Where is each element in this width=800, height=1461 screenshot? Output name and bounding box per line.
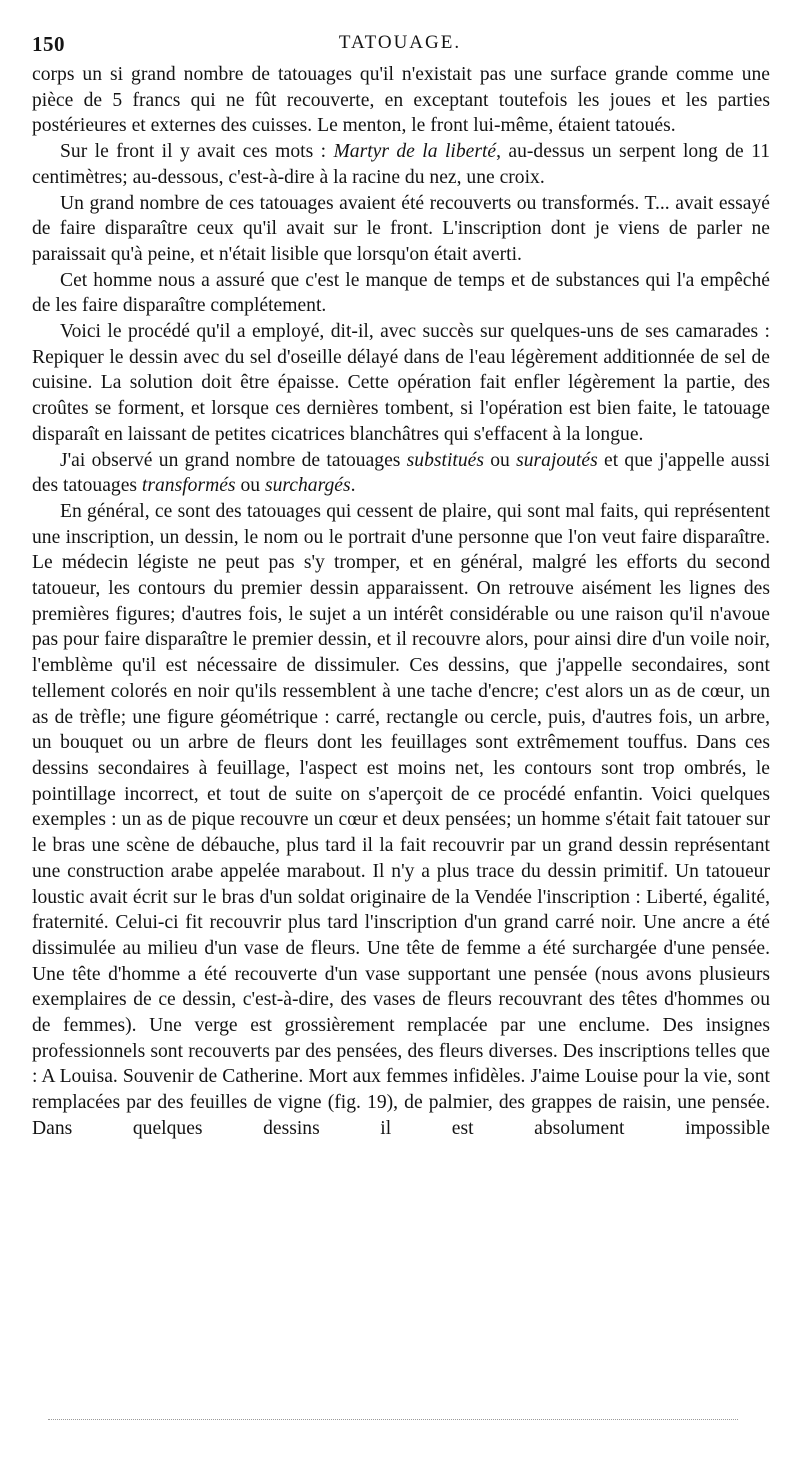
text-run: ou (235, 475, 265, 497)
paragraph (32, 139, 770, 190)
text-run: et que j'appelle aussi des tatouages (32, 449, 770, 497)
text-run: . (350, 475, 356, 497)
footer-rule (48, 1419, 738, 1420)
text-run: corps un si grand nombre de tatouages qu'il n'existait pas une surface grande comme une pièce de 5 francs qui ne fût recouverte, en exceptant toutefois les joues et les parties postérieures et externes des cuisses. Le menton, le front lui-même, étaient tatoués. (32, 64, 770, 137)
body-text (32, 62, 770, 1142)
paragraph (32, 191, 770, 268)
italic-text: Martyr de la liberté (333, 141, 497, 163)
running-title: TATOUAGE. (338, 32, 462, 53)
italic-text: substitués (406, 449, 484, 471)
paragraph (32, 499, 770, 1142)
paragraph (32, 448, 770, 499)
text-run: Voici le procédé qu'il a employé, dit-il, avec succès sur quelques-uns de ses camarades : Repiquer le dessin avec du sel d'oseille délayé dans de l'eau légèrement additionnée de sel de cuisine. La solution doit être épaisse. Cette opération fait enfler légèrement la partie, des croûtes se forment, et lorsque ces dernières tombent, si l'opération est bien faite, le tatouage disparaît en laissant de petites cicatrices blanchâtres qui s'effacent à la longue. (32, 321, 770, 445)
text-run: ou (483, 449, 517, 471)
text-run: En général, ce sont des tatouages qui cessent de plaire, qui sont mal faits, qui représentent une inscription, un dessin, le nom ou le portrait d'une personne que l'on veut faire disparaître. Le médecin légiste ne peut pas s'y tromper, et en général, malgré les efforts du second tatoueur, les contours du premier dessin apparaissent. On retrouve aisément les lignes des premières figures; d'autres fois, le sujet a un intérêt considérable ou une raison qu'il n'avoue pas pour faire disparaître le premier dessin, et il recouvre alors, pour ainsi dire d'un voile noir, l'emblème qu'il est nécessaire de dissimuler. Ces dessins, que j'appelle secondaires, sont tellement colorés en noir qu'ils ressemblent à une tache d'encre; c'est alors un as de cœur, un as de trèfle; une figure géométrique : carré, rectangle ou cercle, puis, d'autres fois, un arbre, un bouquet ou un arbre de fleurs dont les feuillages sont extrêmement touffus. Dans ces dessins secondaires à feuillage, l'aspect est moins net, les contours sont trop ombrés, le pointillage incorrect, et tout de suite on s'aperçoit de ce procédé enfantin. Voici quelques exemples : un as de pique recouvre un cœur et deux pensées; un homme s'était fait tatouer sur le bras une scène de débauche, plus tard il la fait recouvrir par un grand dessin représentant une construction arabe appelée marabout. Il n'y a plus trace du dessin primitif. Un tatoueur loustic avait écrit sur le bras d'un soldat originaire de la Vendée l'inscription : Liberté, égalité, fraternité. Celui-ci fit recouvrir plus tard l'inscription d'un grand carré noir. Une ancre a été dissimulée au milieu d'un vase de fleurs. Une tête de femme a été surchargée d'une pensée. Une tête d'homme a été recouverte d'un vase supportant une pensée (nous avons plusieurs exemplaires de ce dessin, c'est-à-dire, des vases de fleurs recouvrant des têtes d'hommes ou de femmes). Une verge est grossièrement remplacée par une enclume. Des insignes professionnels sont recouverts par des pensées, des fleurs diverses. Des inscriptions telles que : A Louisa. Souvenir de Catherine. Mort aux femmes infidèles. J'aime Louise pour la vie, sont remplacées par des feuilles de vigne (fig. 19), de palmier, des grappes de raisin, une pensée. Dans quelques dessins il est absolument impossible (32, 500, 770, 1139)
italic-text: transformés (141, 475, 236, 497)
page-number: 150 (32, 32, 65, 56)
italic-text: surchargés (264, 475, 351, 497)
paragraph (32, 319, 770, 448)
text-run: , au-dessus un serpent long de 11 centimètres; au-dessous, c'est-à-dire à la racine du nez, une croix. (32, 141, 770, 188)
paragraph (32, 268, 770, 319)
text-run: Cet homme nous a assuré que c'est le manque de temps et de substances qui l'a empêché de les faire disparaître complétement. (32, 269, 770, 317)
text-run: Sur le front il y avait ces mots : (60, 141, 334, 163)
paragraph (32, 62, 770, 139)
text-run: J'ai observé un grand nombre de tatouages (60, 449, 407, 471)
italic-text: surajoutés (516, 449, 598, 471)
page-header (32, 32, 768, 56)
text-run: Un grand nombre de ces tatouages avaient été recouverts ou transformés. T... avait essayé de faire disparaître ceux qu'il avait sur le front. L'inscription dont je viens de parler ne paraissait qu'à peine, et n'était lisible que lorsqu'on était averti. (32, 192, 770, 265)
